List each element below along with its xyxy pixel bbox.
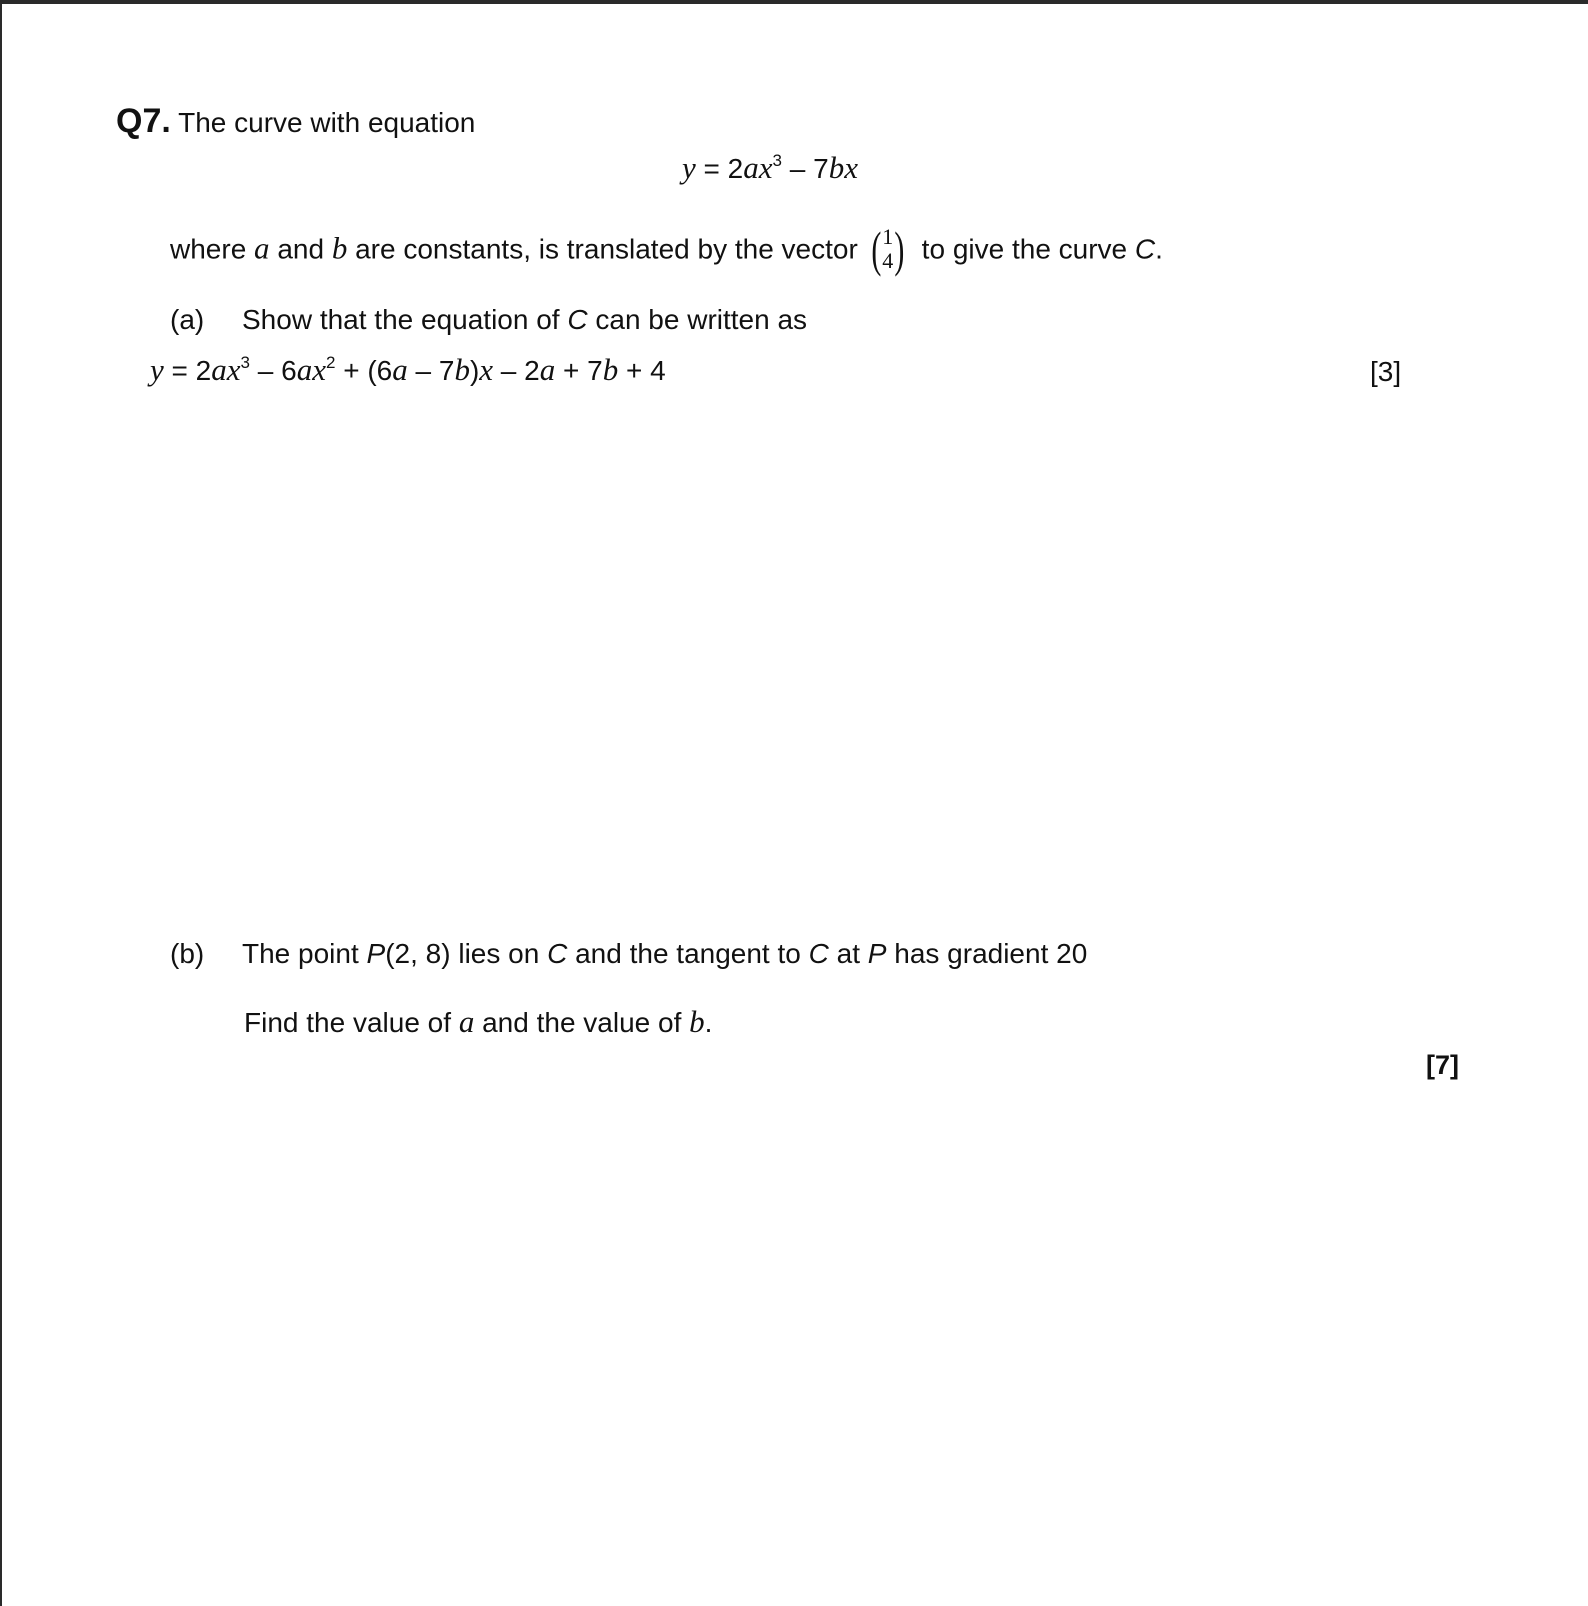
- part-b-statement: [242, 938, 1087, 970]
- question-heading: [116, 102, 475, 141]
- text: where: [170, 233, 255, 265]
- eq-var: a: [539, 352, 556, 387]
- eq-text: = 2: [695, 153, 744, 184]
- part-a-equation: [150, 352, 666, 388]
- question-number: Q7.: [116, 102, 171, 140]
- main-equation: [682, 150, 858, 186]
- eq-var: ax: [296, 352, 326, 387]
- text: has gradient 20: [886, 938, 1088, 969]
- eq-text: = 2: [163, 355, 212, 386]
- part-a-marks: [3]: [1370, 356, 1402, 387]
- text: Show that the equation of: [242, 304, 568, 335]
- eq-var: y: [150, 352, 164, 387]
- text: to give the curve: [913, 233, 1135, 265]
- var-a: a: [458, 1004, 475, 1039]
- curve-c: C: [547, 938, 568, 969]
- eq-var: b: [602, 352, 619, 387]
- left-paren: (: [870, 221, 881, 277]
- eq-exponent: 3: [240, 353, 250, 372]
- point-p: P: [867, 938, 887, 969]
- eq-var-bx: bx: [828, 150, 858, 185]
- part-b-label: (b): [170, 938, 205, 969]
- right-paren: ): [894, 221, 905, 277]
- var-b: b: [689, 1004, 705, 1039]
- text: can be written as: [587, 304, 808, 335]
- text: and the tangent to: [567, 938, 809, 969]
- eq-var: b: [454, 352, 470, 387]
- eq-exponent: 2: [325, 353, 336, 372]
- text: are constants, is translated by the vector: [347, 233, 866, 265]
- eq-var-y: y: [682, 150, 696, 185]
- eq-text: – 6: [249, 355, 297, 386]
- curve-c: C: [1134, 233, 1156, 265]
- text: The point: [242, 938, 367, 969]
- text: .: [704, 1007, 713, 1038]
- part-b-task: [244, 1004, 712, 1040]
- var-a: a: [254, 230, 270, 266]
- eq-var: x: [479, 352, 494, 387]
- curve-c: C: [808, 938, 829, 969]
- text: Find the value of: [244, 1007, 459, 1038]
- curve-c: C: [567, 304, 588, 335]
- var-b: b: [331, 230, 348, 266]
- eq-text: – 2: [493, 355, 540, 386]
- point-p: P: [366, 938, 386, 969]
- part-b-marks: [7]: [1426, 1050, 1459, 1080]
- eq-text: + (6: [335, 355, 393, 386]
- eq-var-ax: ax: [743, 150, 773, 185]
- text: and: [269, 233, 332, 265]
- eq-var: ax: [211, 352, 241, 387]
- translation-vector: [868, 221, 908, 277]
- eq-text: – 7: [407, 355, 455, 386]
- eq-exponent: 3: [772, 151, 782, 170]
- vector-top: 1: [882, 224, 894, 249]
- text: .: [1155, 233, 1163, 265]
- text: at: [828, 938, 868, 969]
- eq-var: a: [392, 352, 408, 387]
- eq-text: + 4: [618, 355, 666, 386]
- part-a-prompt: [242, 304, 807, 336]
- vector-bottom: 4: [882, 248, 894, 273]
- translation-statement: [170, 221, 1163, 277]
- text: (2, 8) lies on: [385, 938, 548, 969]
- eq-text: – 7: [781, 153, 829, 184]
- part-a-label: (a): [170, 304, 205, 335]
- eq-text: ): [469, 355, 480, 386]
- question-intro: The curve with equation: [178, 107, 476, 138]
- eq-text: + 7: [555, 355, 603, 386]
- text: and the value of: [474, 1007, 690, 1038]
